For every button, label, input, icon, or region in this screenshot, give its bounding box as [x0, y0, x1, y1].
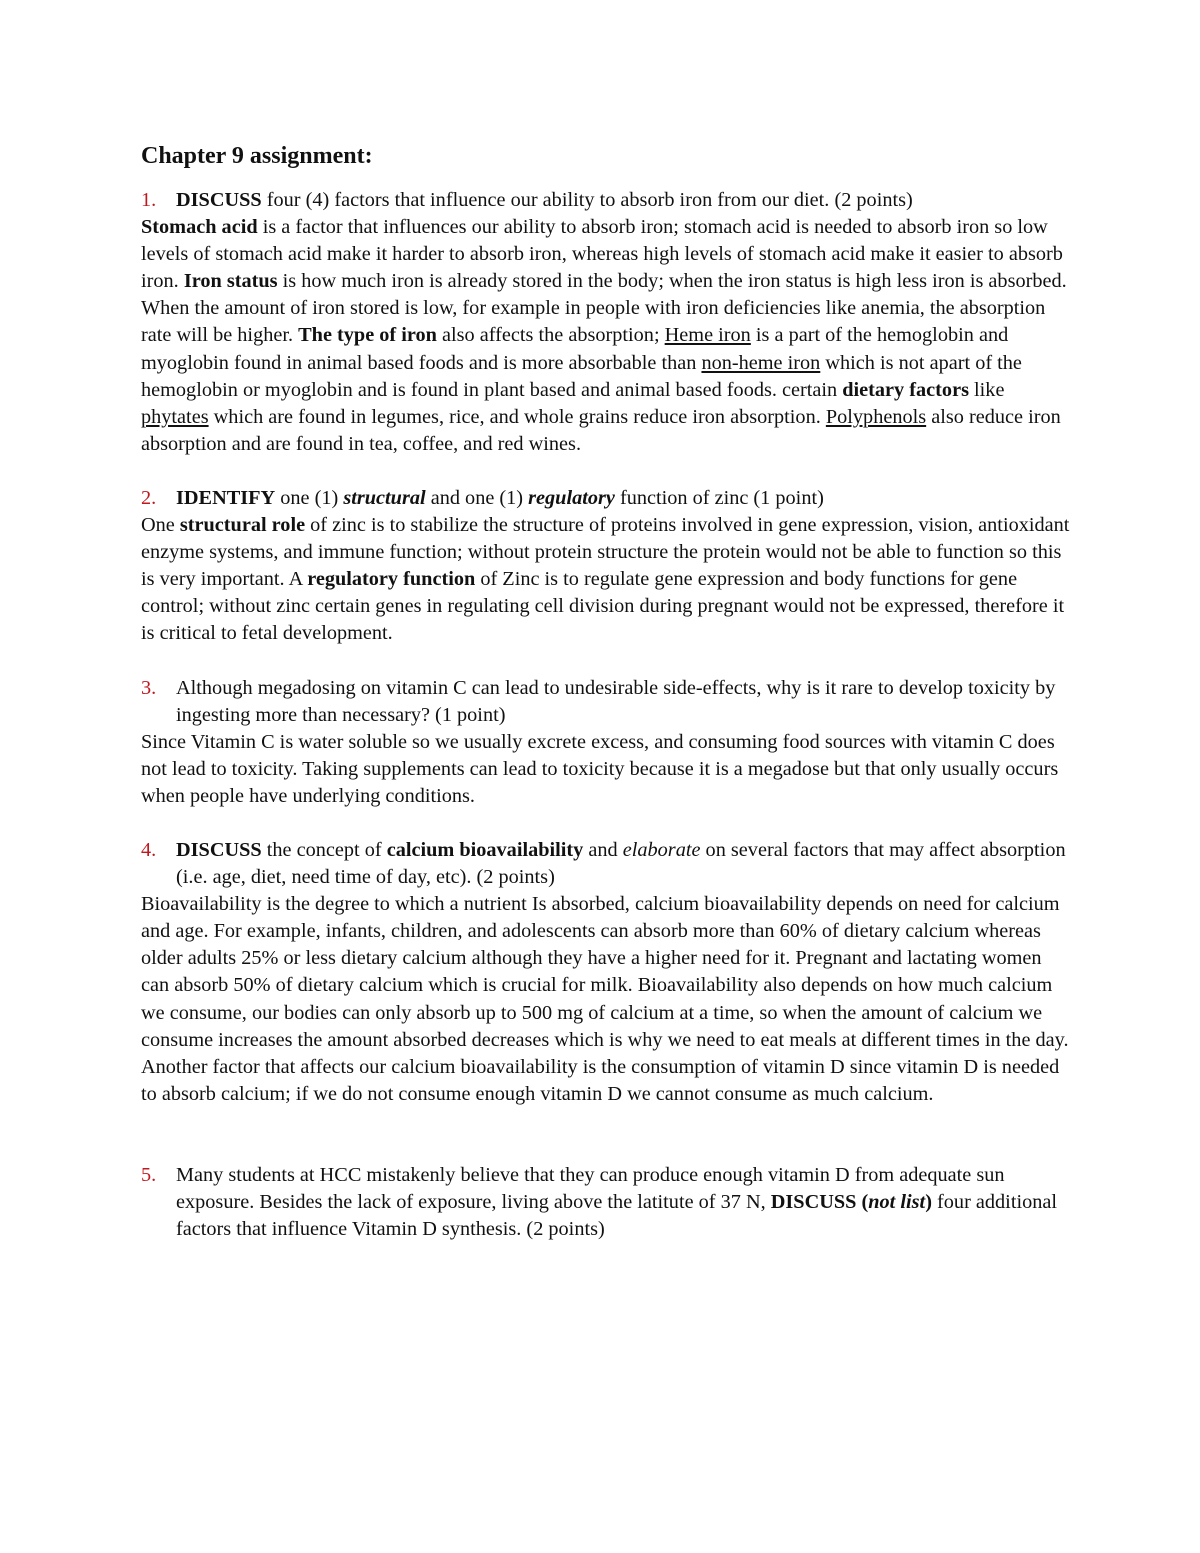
question-text: on several factors that may affect absorption (i.e. age, diet, need time of day, etc). (2 points) — [176, 838, 1066, 889]
question-emphasis-structural: structural — [343, 486, 426, 509]
question-1 — [141, 187, 1071, 214]
question-text: and — [583, 838, 623, 861]
question-emphasis-calcium-bioavailability: calcium bioavailability — [386, 838, 584, 861]
term-structural-role: structural role — [179, 514, 306, 537]
question-number: 2. — [141, 486, 157, 509]
question-keyword: IDENTIFY — [176, 486, 276, 509]
answer-text: Bioavailability is the degree to which a nutrient Is absorbed, calcium bioavailability depends on need for calcium and age. For example, infants, children, and adolescents can absorb more than 60% of dietary calcium whereas older adults 25% or less dietary calcium although they have a higher need for it. Pregnant and lactating women can absorb 50% of dietary calcium which is crucial for milk. Bioavailability also depends on how much calcium we consume, our bodies can only absorb up to 500 mg of calcium at a time, so when the amount of calcium we consume increases the amount absorbed decreases which is why we need to eat meals at different times in the day. Another factor that affects our calcium bioavailability is the consumption of vitamin D since vitamin D is needed to absorb calcium; if we do not consume enough vitamin D we cannot consume as much calcium. — [141, 893, 1069, 1105]
answer-text: One — [141, 514, 180, 537]
question-text: Although megadosing on vitamin C can lead to undesirable side-effects, why is it rare to develop toxicity by ingesting more than necessary? (1 point) — [176, 676, 1056, 726]
question-number: 5. — [141, 1163, 157, 1186]
answer-text: is how much iron is already stored in the body; when the iron status is high less iron is absorbed. When the amount of iron stored is low, for example in people with iron deficiencies like anemia, the absorption rate will be higher. — [141, 270, 1067, 347]
term-stomach-acid: Stomach acid — [141, 216, 258, 239]
answer-text: of Zinc is to regulate gene expression and body functions for gene control; without zinc certain genes in regulating cell division during pregnant would not be expressed, therefore it is critical to fetal development. — [141, 568, 1065, 645]
question-text: the concept of — [261, 838, 387, 861]
question-text: four additional factors that influence Vitamin D synthesis. (2 points) — [176, 1191, 1058, 1241]
answer-text: also affects the absorption; — [436, 324, 665, 347]
answer-text: Since Vitamin C is water soluble so we usually excrete excess, and consuming food sources with vitamin C does not lead to toxicity. Taking supplements can lead to toxicity because it is a megadose but that only usually occurs when people have underlying conditions. — [141, 730, 1059, 807]
answer-text: also reduce iron absorption and are found in tea, coffee, and red wines. — [141, 405, 1061, 455]
answer-1 — [141, 214, 1071, 458]
document-page — [141, 141, 1071, 1243]
answer-text: which is not apart of the hemoglobin or myoglobin and is found in plant based and animal based foods. certain — [141, 351, 1022, 401]
term-iron-status: Iron status — [183, 270, 278, 293]
term-regulatory-function: regulatory function — [307, 568, 476, 591]
question-2 — [141, 485, 1071, 512]
answer-text: is a part of the hemoglobin and myoglobin found in animal based foods and is more absorbable than — [141, 324, 1009, 374]
question-text: one (1) — [275, 486, 344, 509]
question-text: Many students at HCC mistakenly believe that they can produce enough vitamin D from adequate sun exposure. Besides the lack of exposure, living above the latitute of 37 N, — [176, 1163, 1005, 1213]
answer-2 — [141, 512, 1071, 647]
question-number: 1. — [141, 189, 157, 211]
page-title: Chapter 9 assignment: — [141, 143, 373, 169]
question-keyword: DISCUSS — [176, 189, 262, 211]
answer-4 — [141, 891, 1071, 1108]
question-emphasis-not-list: not list — [868, 1191, 926, 1213]
term-non-heme-iron: non-heme iron — [701, 351, 821, 374]
answer-text: of zinc is to stabilize the structure of proteins involved in gene expression, vision, antioxidant enzyme systems, and immune function; without protein structure the protein would not be able to function so this is very important. A — [141, 514, 1070, 591]
term-type-of-iron: The type of iron — [298, 324, 437, 347]
answer-text: is a factor that influences our ability to absorb iron; stomach acid is needed to absorb iron so low levels of stomach acid make it harder to absorb iron, whereas high levels of stomach acid make it easier to absorb iron. — [141, 216, 1063, 293]
answer-3 — [141, 729, 1071, 810]
question-keyword: DISCUSS — [176, 838, 262, 861]
answer-text: like — [968, 378, 1005, 401]
question-emphasis-elaborate: elaborate — [622, 838, 701, 861]
question-keyword-close: ) — [925, 1191, 932, 1213]
term-heme-iron: Heme iron — [664, 324, 751, 347]
question-4 — [141, 837, 1071, 891]
question-text: four (4) factors that influence our ability to absorb iron from our diet. (2 points) — [261, 189, 913, 211]
term-dietary-factors: dietary factors — [842, 378, 969, 401]
question-5 — [141, 1162, 1071, 1243]
question-number: 4. — [141, 838, 157, 861]
term-polyphenols: Polyphenols — [825, 405, 927, 428]
question-3 — [141, 675, 1071, 729]
answer-text: which are found in legumes, rice, and whole grains reduce iron absorption. — [208, 405, 826, 428]
question-emphasis-regulatory: regulatory — [528, 486, 615, 509]
question-keyword: DISCUSS ( — [770, 1191, 869, 1213]
question-text: function of zinc (1 point) — [614, 486, 824, 509]
question-text: and one (1) — [425, 486, 529, 509]
question-number: 3. — [141, 676, 157, 699]
term-phytates: phytates — [141, 405, 209, 428]
